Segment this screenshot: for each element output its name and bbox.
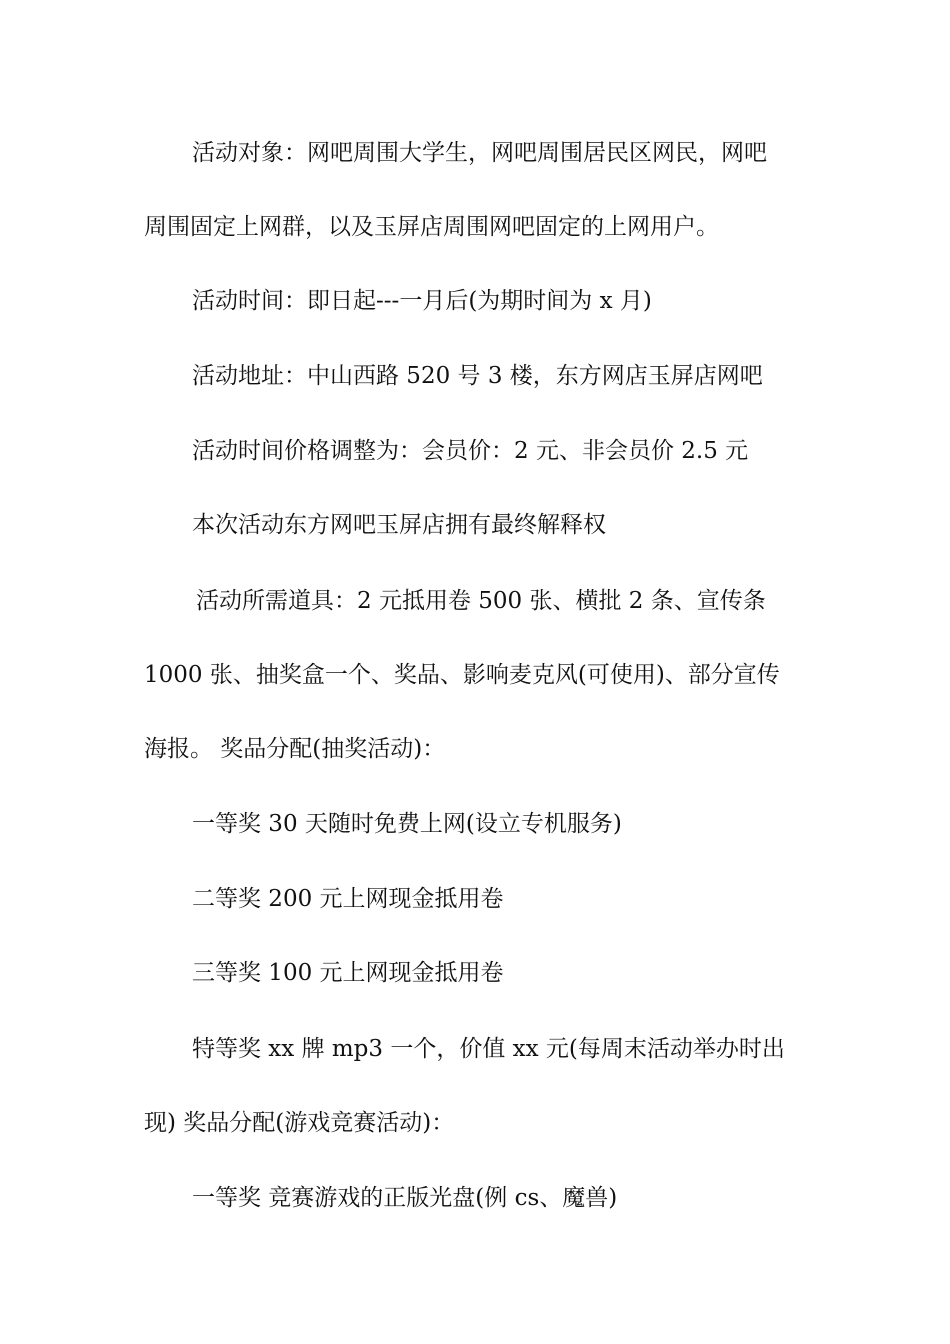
text-line-special-prize: 特等奖 xx 牌 mp3 一个，价值 xx 元(每周末活动举办时出	[192, 1036, 785, 1062]
text-line-required-props-cont: 1000 张、抽奖盒一个、奖品、影响麦克风(可使用)、部分宣传	[144, 662, 780, 688]
text-line-price-adjustment: 活动时间价格调整为：会员价：2 元、非会员价 2.5 元	[192, 438, 749, 464]
text-line-prize-allocation-game: 现) 奖品分配(游戏竞赛活动)：	[144, 1110, 455, 1136]
text-line-first-prize: 一等奖 30 天随时免费上网(设立专机服务)	[192, 811, 622, 837]
text-line-activity-address: 活动地址：中山西路 520 号 3 楼，东方网店玉屏店网吧	[192, 363, 763, 389]
text-line-third-prize: 三等奖 100 元上网现金抵用卷	[192, 960, 504, 986]
text-line-activity-time: 活动时间：即日起---一月后(为期时间为 x 月)	[192, 288, 652, 314]
text-line-second-prize: 二等奖 200 元上网现金抵用卷	[192, 886, 504, 912]
text-line-required-props: 活动所需道具：2 元抵用卷 500 张、横批 2 条、宣传条	[196, 588, 766, 614]
text-line-interpretation-right: 本次活动东方网吧玉屏店拥有最终解释权	[192, 512, 606, 538]
text-line-prize-allocation-lottery: 海报。 奖品分配(抽奖活动)：	[144, 736, 446, 762]
text-line-activity-target: 活动对象：网吧周围大学生，网吧周围居民区网民，网吧	[192, 140, 767, 166]
text-line-game-first-prize: 一等奖 竞赛游戏的正版光盘(例 cs、魔兽)	[192, 1185, 618, 1211]
text-line-activity-target-cont: 周围固定上网群，以及玉屏店周围网吧固定的上网用户。	[144, 214, 719, 240]
